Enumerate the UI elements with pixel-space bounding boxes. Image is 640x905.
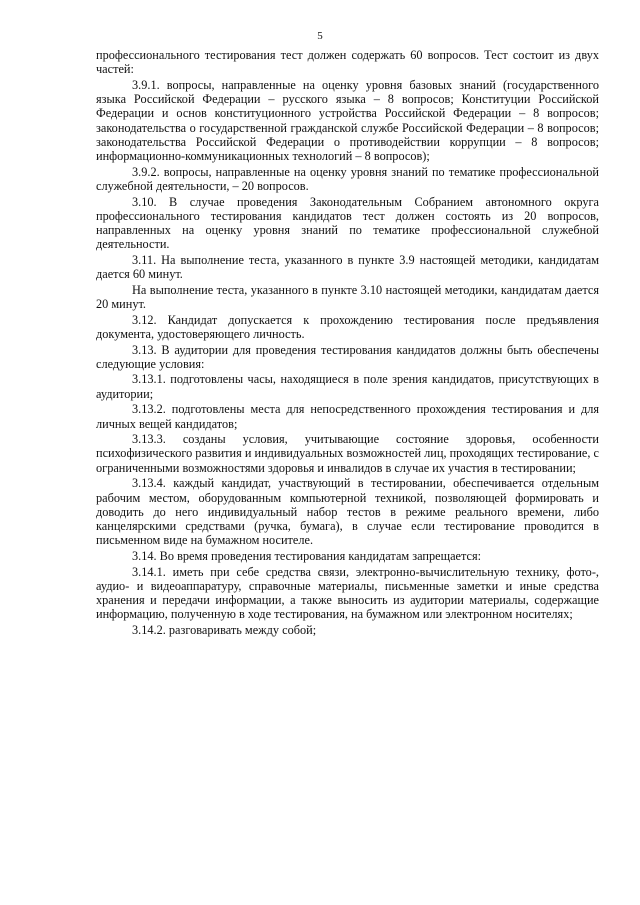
paragraph-3-10: 3.10. В случае проведения Законодательным Собранием автономного округа профессионального тестирования кандидатов тест должен состоять из 20 вопросов, направленных на оценку уровня знаний по тематике профессиональной служебной деятельности. bbox=[96, 194, 599, 252]
paragraph-3-13-1: 3.13.1. подготовлены часы, находящиеся в поле зрения кандидатов, присутствующих в аудитории; bbox=[96, 372, 599, 401]
paragraph-3-14: 3.14. Во время проведения тестирования кандидатам запрещается: bbox=[132, 548, 482, 563]
paragraph-3-13-4: 3.13.4. каждый кандидат, участвующий в тестировании, обеспечивается отдельным рабочим местом, оборудованным компьютерной техникой, позволяющей формировать и доводить до него индивидуальный набор тестов в режиме реального времени, либо канцелярскими средствами (ручка, бумага), в случае если тестирование проводится в письменном виде на бумажном носителе. bbox=[96, 476, 599, 548]
paragraph-3-9-1: 3.9.1. вопросы, направленные на оценку уровня базовых знаний (государственного языка Российской Федерации – русского языка – 8 вопросов; Конституции Российской Федерации и основ конституционного устройства Российской Федерации – 8 вопросов; законодательства о государственной гражданской службе Российской Федерации – 8 вопросов; законодательства Российской Федерации о противодействии коррупции – 8 вопросов; информационно-коммуникационных технологий – 8 вопросов); bbox=[96, 77, 599, 163]
paragraph-intro: профессионального тестирования тест должен содержать 60 вопросов. Тест состоит из двух частей: bbox=[96, 48, 599, 77]
paragraph-3-14-1: 3.14.1. иметь при себе средства связи, электронно-вычислительную технику, фото-, аудио- и видеоаппаратуру, справочные материалы, письменные заметки и иные средства хранения и передачи информации, а также выносить из аудитории материалы, содержащие информацию, полученную в ходе тестирования, на бумажном или электронном носителях; bbox=[96, 564, 599, 622]
paragraph-3-14-2: 3.14.2. разговаривать между собой; bbox=[132, 622, 317, 637]
paragraph-3-9-2: 3.9.2. вопросы, направленные на оценку уровня знаний по тематике профессиональной служебной деятельности, – 20 вопросов. bbox=[96, 164, 599, 193]
document-body bbox=[96, 48, 599, 639]
page-number: 5 bbox=[317, 30, 323, 42]
paragraph-3-11-cont: На выполнение теста, указанного в пункте 3.10 настоящей методики, кандидатам дается 20 минут. bbox=[96, 282, 599, 311]
paragraph-3-11: 3.11. На выполнение теста, указанного в пункте 3.9 настоящей методики, кандидатам дается 60 минут. bbox=[96, 252, 599, 282]
paragraph-3-13-2: 3.13.2. подготовлены места для непосредственного прохождения тестирования и для личных вещей кандидатов; bbox=[96, 402, 599, 431]
paragraph-3-13-3: 3.13.3. созданы условия, учитывающие состояние здоровья, особенности психофизического развития и индивидуальных возможностей лиц, проходящих тестирование, с ограниченными возможностями здоровья и инвалидов в случае их участия в тестировании; bbox=[96, 432, 600, 475]
paragraph-3-13: 3.13. В аудитории для проведения тестирования кандидатов должны быть обеспечены следующие условия: bbox=[96, 342, 599, 371]
paragraph-3-12: 3.12. Кандидат допускается к прохождению тестирования после предъявления документа, удостоверяющего личность. bbox=[96, 312, 599, 341]
